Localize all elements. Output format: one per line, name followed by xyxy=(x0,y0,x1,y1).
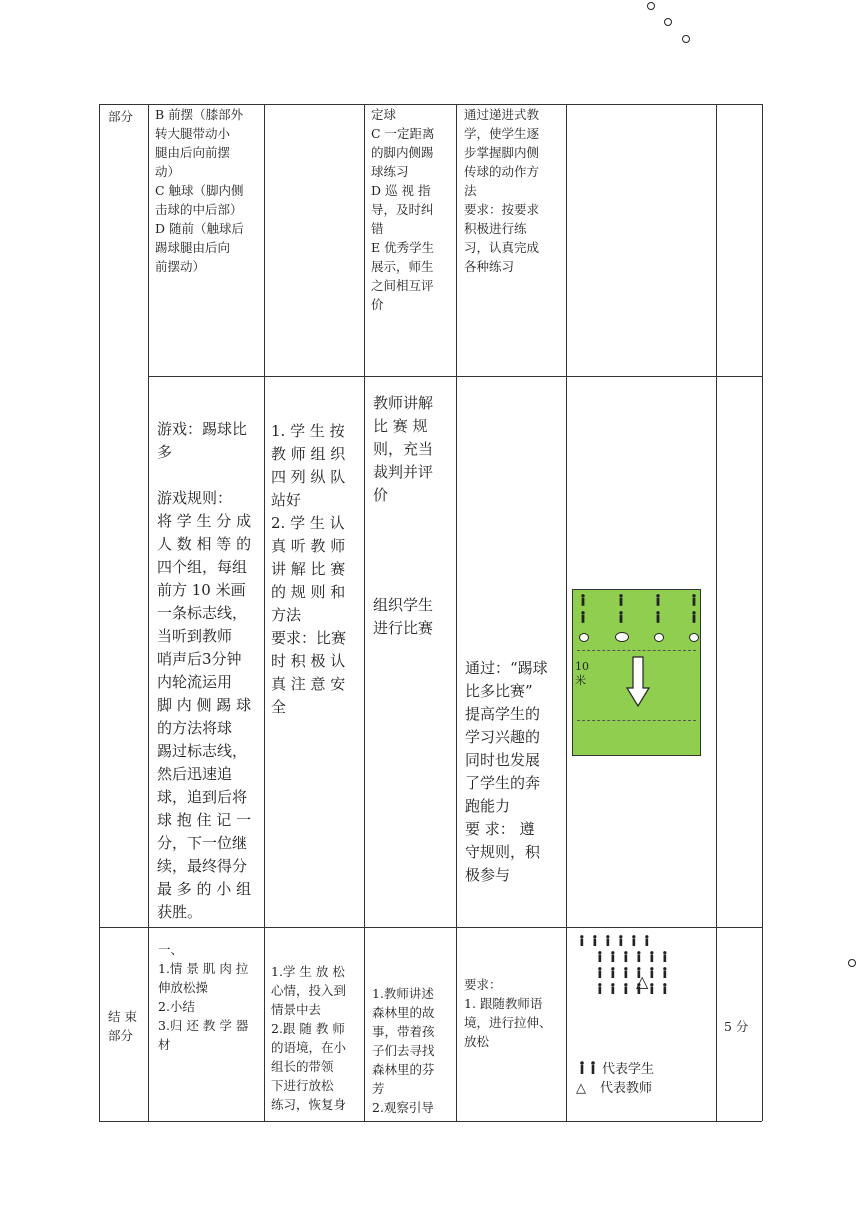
text-line: 价 xyxy=(373,486,389,504)
text-line xyxy=(157,464,251,487)
text-line: 心情，投入到 xyxy=(271,983,347,998)
text-line: 1. 学 生 按 xyxy=(271,422,345,440)
student-icon xyxy=(691,611,697,623)
text-line: 方法 xyxy=(271,606,302,624)
teacher-organize xyxy=(373,594,433,640)
teaching-purpose xyxy=(464,105,539,276)
text-line: C 触球（脚内侧 xyxy=(155,183,244,198)
text-line: 击球的中后部） xyxy=(155,202,243,217)
text-line: 四 列 纵 队 xyxy=(271,468,346,486)
text-line: 各种练习 xyxy=(464,259,515,274)
text-line: 教 师 组 织 xyxy=(271,445,346,463)
text-line: 续，最终得分 xyxy=(157,857,248,875)
text-line: 的语境，在小 xyxy=(271,1040,347,1055)
student-icon xyxy=(610,983,616,994)
student-icon xyxy=(623,967,629,978)
text-line: 学习兴趣的 xyxy=(465,728,541,746)
student-icon xyxy=(580,611,586,623)
closing-formation-diagram xyxy=(575,933,715,1003)
text-line: 一条标志线， xyxy=(157,604,248,622)
text-line: 踢过标志线， xyxy=(157,742,248,760)
col-line xyxy=(364,104,365,1121)
student-icon xyxy=(592,935,598,946)
text-line: C 一定距离 xyxy=(371,126,435,141)
text-line: 1.学 生 放 松 xyxy=(271,964,345,979)
text-line: 结 束 xyxy=(108,1009,137,1024)
text-line: 了学生的奔 xyxy=(465,774,541,792)
text-line: 通过：“踢球 xyxy=(465,659,548,677)
decor-circle xyxy=(664,18,672,26)
text-line: 球，追到后将 xyxy=(157,788,248,806)
student-icon xyxy=(691,594,697,606)
text-line: D 随前（触球后 xyxy=(155,221,244,236)
teacher-explain xyxy=(373,392,433,507)
legend-teacher: △ 代表教师 xyxy=(576,1081,653,1096)
text-line: 守规则，积 xyxy=(465,843,541,861)
text-line: 定球 xyxy=(371,107,397,122)
text-line: 球练习 xyxy=(371,164,409,179)
col-line xyxy=(99,104,100,1121)
col-line xyxy=(148,104,149,1121)
text-line: 步掌握脚内侧 xyxy=(464,145,540,160)
section-label: 部分 xyxy=(108,109,134,124)
text-line: 同时也发展 xyxy=(465,751,541,769)
text-line: 2. 学 生 认 xyxy=(271,514,345,532)
game-purpose xyxy=(465,657,548,887)
text-line: 芳 xyxy=(372,1081,385,1096)
student-icon xyxy=(605,935,611,946)
student-icon xyxy=(618,611,624,623)
student-icon xyxy=(649,983,655,994)
text-line: 1.情 景 肌 肉 拉 xyxy=(158,961,249,976)
text-line: 比多比赛” xyxy=(465,682,533,700)
text-line: 导，及时纠 xyxy=(371,202,434,217)
technique-steps xyxy=(155,105,244,276)
text-line: 最 多 的 小 组 xyxy=(157,880,252,898)
student-icon xyxy=(597,951,603,962)
text-line: 内轮流运用 xyxy=(157,673,233,691)
student-icon xyxy=(580,594,586,606)
text-line: 要求： xyxy=(464,977,502,992)
text-line: 的 规 则 和 xyxy=(271,583,346,601)
text-line: 2.观察引导 xyxy=(372,1100,434,1115)
text-line: 积极进行练 xyxy=(464,221,527,236)
text-line: 法 xyxy=(464,183,477,198)
student-icon xyxy=(597,967,603,978)
student-icon xyxy=(636,951,642,962)
text-line: 然后迅速追 xyxy=(157,765,233,783)
student-icon xyxy=(644,935,650,946)
time-allocation: 5 分 xyxy=(724,1019,749,1034)
text-line: 森林里的芬 xyxy=(372,1062,435,1077)
text-line: 传球的动作方 xyxy=(464,164,540,179)
text-line: 提高学生的 xyxy=(465,705,541,723)
student-icon xyxy=(662,983,668,994)
text-line: 价 xyxy=(371,297,384,312)
text-line: 前摆动） xyxy=(155,259,206,274)
student-icon xyxy=(662,967,668,978)
text-line: 习，认真完成 xyxy=(464,240,540,255)
table-bottom-border xyxy=(99,1121,762,1122)
text-line: 时 积 极 认 xyxy=(271,652,346,670)
text-line: 练习，恢复身 xyxy=(271,1097,347,1112)
text-line: 2.跟 随 教 师 xyxy=(271,1021,345,1036)
text-line: 真 听 教 师 xyxy=(271,537,346,555)
text-line: 通过递进式教 xyxy=(464,107,540,122)
text-line: 境，进行拉伸、 xyxy=(464,1015,552,1030)
ball-icon xyxy=(579,633,589,642)
student-icon xyxy=(662,951,668,962)
text-line: 讲 解 比 赛 xyxy=(271,560,346,578)
student-icon xyxy=(631,935,637,946)
text-line: 部分 xyxy=(108,1028,134,1043)
distance-label: 10 米 xyxy=(575,660,589,687)
text-line: 前方 10 米画 xyxy=(157,581,246,599)
text-line: 错 xyxy=(371,221,384,236)
student-icon xyxy=(649,967,655,978)
student-icon xyxy=(618,935,624,946)
teacher-activity xyxy=(371,105,435,314)
text-line: 进行比赛 xyxy=(373,619,434,637)
text-line: 组织学生 xyxy=(373,596,434,614)
text-line: 伸放松操 xyxy=(158,980,209,995)
text-line: 踢球腿由后向 xyxy=(155,240,231,255)
text-line: E 优秀学生 xyxy=(371,240,435,255)
text-line: 球 抱 住 记 一 xyxy=(157,811,252,829)
text-line: 站好 xyxy=(271,491,302,509)
text-line: B 前摆（膝部外 xyxy=(155,107,244,122)
text-line: 比 赛 规 xyxy=(373,417,428,435)
text-line: 脚 内 侧 踢 球 xyxy=(157,696,252,714)
col-line xyxy=(716,104,717,1121)
student-icon xyxy=(655,611,661,623)
text-line: 1. 跟随教师语 xyxy=(464,996,543,1011)
student-icon xyxy=(579,935,585,946)
col-line xyxy=(762,104,763,1121)
closing-student-activity xyxy=(271,962,346,1114)
text-line: 多 xyxy=(157,443,173,461)
student-activity xyxy=(271,420,346,719)
text-line: 情景中去 xyxy=(271,1002,322,1017)
text-line: 事，带着孩 xyxy=(372,1024,435,1039)
student-icon xyxy=(618,594,624,606)
text-line: 放松 xyxy=(464,1034,490,1049)
text-line: D 巡 视 指 xyxy=(371,183,431,198)
text-line: 要 求： 遵 xyxy=(465,820,535,838)
text-line: 要求：比赛 xyxy=(271,629,347,647)
text-line: 森林里的故 xyxy=(372,1005,435,1020)
text-line: 展示，师生 xyxy=(371,259,434,274)
text-line: 一、 xyxy=(158,942,184,957)
student-icon xyxy=(655,594,661,606)
text-line: 将 学 生 分 成 xyxy=(157,512,252,530)
text-line: 要求：按要求 xyxy=(464,202,540,217)
student-icon xyxy=(649,951,655,962)
start-line xyxy=(577,650,696,651)
text-line: 材 xyxy=(158,1037,171,1052)
col-line xyxy=(566,104,567,1121)
student-icon xyxy=(610,967,616,978)
text-line: 人 数 相 等 的 xyxy=(157,535,252,553)
student-icon xyxy=(623,951,629,962)
student-icon xyxy=(578,1061,602,1075)
teacher-symbol: △ xyxy=(636,972,649,991)
decor-circle xyxy=(848,959,856,967)
text-line: 哨声后3分钟 xyxy=(157,650,242,668)
col-line xyxy=(264,104,265,1121)
text-line: 游戏规则： xyxy=(157,489,233,507)
text-line: 2.小结 xyxy=(158,999,195,1014)
text-line: 游戏：踢球比 xyxy=(157,420,248,438)
ball-icon xyxy=(615,632,629,642)
text-line: 真 注 意 安 xyxy=(271,675,346,693)
target-line xyxy=(577,720,696,721)
text-line: 极参与 xyxy=(465,866,511,884)
closing-content xyxy=(158,940,248,1054)
text-line: 下进行放松 xyxy=(271,1078,334,1093)
decor-circle xyxy=(682,35,690,43)
student-icon xyxy=(623,983,629,994)
text-line: 四个组，每组 xyxy=(157,558,248,576)
row-divider xyxy=(148,376,762,377)
closing-section-label xyxy=(108,1007,137,1045)
text-line: 获胜。 xyxy=(157,903,203,921)
legend-students: 代表学生 xyxy=(578,1061,654,1079)
text-line: 1.教师讲述 xyxy=(372,986,434,1001)
text-line: 转大腿带动小 xyxy=(155,126,231,141)
student-icon xyxy=(597,983,603,994)
game-description xyxy=(157,418,251,924)
text-line: 学，使学生逐 xyxy=(464,126,540,141)
text-line: 的脚内侧踢 xyxy=(371,145,434,160)
text-line: 组长的带领 xyxy=(271,1059,334,1074)
text-line: 之间相互评 xyxy=(371,278,434,293)
closing-purpose xyxy=(464,975,552,1051)
col-line xyxy=(456,104,457,1121)
decor-circle xyxy=(647,2,655,10)
row-divider xyxy=(99,927,762,928)
closing-teacher-activity xyxy=(372,984,435,1117)
text-line: 动） xyxy=(155,164,181,179)
student-icon xyxy=(610,951,616,962)
text-line: 腿由后向前摆 xyxy=(155,145,231,160)
text-line: 教师讲解 xyxy=(373,394,434,412)
text-line: 3.归 还 教 学 器 xyxy=(158,1018,249,1033)
text-line: 当听到教师 xyxy=(157,627,233,645)
text-line: 裁判并评 xyxy=(373,463,434,481)
ball-icon xyxy=(654,633,664,642)
text-line: 则，充当 xyxy=(373,440,434,458)
direction-arrow-icon xyxy=(626,656,650,708)
game-field-diagram xyxy=(572,589,701,756)
text-line: 跑能力 xyxy=(465,797,511,815)
text-line: 全 xyxy=(271,698,287,716)
text-line: 分，下一位继 xyxy=(157,834,248,852)
ball-icon xyxy=(689,633,699,642)
text-line: 的方法将球 xyxy=(157,719,233,737)
text-line: 子们去寻找 xyxy=(372,1043,435,1058)
